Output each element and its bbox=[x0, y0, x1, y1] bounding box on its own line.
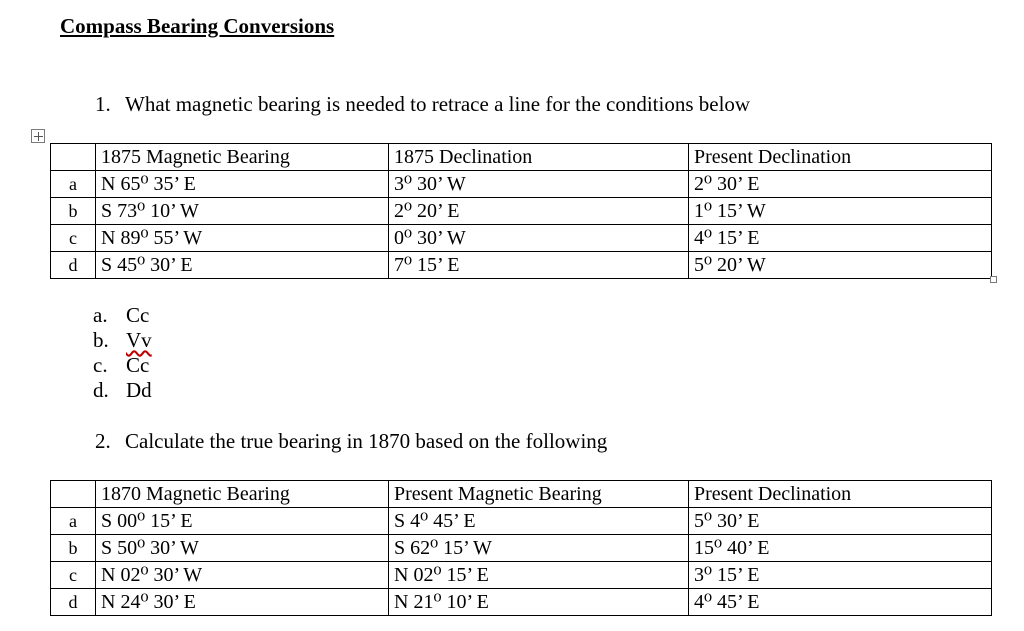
table-2-header[interactable]: Present Magnetic Bearing bbox=[389, 481, 689, 508]
present-declination-cell[interactable]: 5⁰ 20’ W bbox=[689, 252, 992, 279]
magnetic-bearing-cell[interactable]: S 73⁰ 10’ W bbox=[96, 198, 389, 225]
present-magnetic-bearing-cell[interactable]: N 21⁰ 10’ E bbox=[389, 589, 689, 616]
list-item bbox=[93, 378, 152, 403]
answer-list bbox=[93, 303, 152, 403]
document-title: Compass Bearing Conversions bbox=[60, 14, 335, 38]
question-1 bbox=[95, 92, 750, 117]
table-1-corner-cell[interactable] bbox=[51, 144, 96, 171]
question-2-number: 2. bbox=[95, 429, 111, 453]
present-declination-cell[interactable]: 5⁰ 30’ E bbox=[689, 508, 992, 535]
answer-value[interactable]: Vv bbox=[126, 328, 152, 352]
table-2 bbox=[50, 480, 992, 616]
question-2-text: Calculate the true bearing in 1870 based on the following bbox=[125, 429, 608, 453]
table-row bbox=[51, 562, 992, 589]
answer-value[interactable]: Cc bbox=[126, 353, 150, 377]
table-2-corner-cell[interactable] bbox=[51, 481, 96, 508]
table-row bbox=[51, 589, 992, 616]
declination-cell[interactable]: 0⁰ 30’ W bbox=[389, 225, 689, 252]
present-magnetic-bearing-cell[interactable]: S 4⁰ 45’ E bbox=[389, 508, 689, 535]
table-2-header[interactable]: 1870 Magnetic Bearing bbox=[96, 481, 389, 508]
table-1 bbox=[50, 143, 992, 279]
magnetic-bearing-cell[interactable]: S 45⁰ 30’ E bbox=[96, 252, 389, 279]
table-row bbox=[51, 198, 992, 225]
answer-label: c. bbox=[93, 353, 108, 377]
list-item bbox=[93, 328, 152, 353]
answer-label: a. bbox=[93, 303, 108, 327]
table-row bbox=[51, 171, 992, 198]
declination-cell[interactable]: 2⁰ 20’ E bbox=[389, 198, 689, 225]
table-row bbox=[51, 535, 992, 562]
magnetic-bearing-cell[interactable]: N 02⁰ 30’ W bbox=[96, 562, 389, 589]
magnetic-bearing-cell[interactable]: N 89⁰ 55’ W bbox=[96, 225, 389, 252]
answer-label: b. bbox=[93, 328, 109, 352]
question-1-text: What magnetic bearing is needed to retrace a line for the conditions below bbox=[125, 92, 751, 116]
answer-label: d. bbox=[93, 378, 109, 402]
row-letter[interactable]: c bbox=[51, 562, 96, 589]
magnetic-bearing-cell[interactable]: N 24⁰ 30’ E bbox=[96, 589, 389, 616]
row-letter[interactable]: d bbox=[51, 252, 96, 279]
present-declination-cell[interactable]: 15⁰ 40’ E bbox=[689, 535, 992, 562]
question-1-number: 1. bbox=[95, 92, 111, 116]
row-letter[interactable]: b bbox=[51, 198, 96, 225]
table-2-header-row bbox=[51, 481, 992, 508]
row-letter[interactable]: d bbox=[51, 589, 96, 616]
row-letter[interactable]: b bbox=[51, 535, 96, 562]
present-declination-cell[interactable]: 4⁰ 45’ E bbox=[689, 589, 992, 616]
row-letter[interactable]: a bbox=[51, 171, 96, 198]
present-magnetic-bearing-cell[interactable]: N 02⁰ 15’ E bbox=[389, 562, 689, 589]
table-1-header[interactable]: 1875 Declination bbox=[389, 144, 689, 171]
row-letter[interactable]: c bbox=[51, 225, 96, 252]
table-row bbox=[51, 225, 992, 252]
table-1-header[interactable]: 1875 Magnetic Bearing bbox=[96, 144, 389, 171]
table-row bbox=[51, 252, 992, 279]
present-declination-cell[interactable]: 2⁰ 30’ E bbox=[689, 171, 992, 198]
table-2-header[interactable]: Present Declination bbox=[689, 481, 992, 508]
present-declination-cell[interactable]: 3⁰ 15’ E bbox=[689, 562, 992, 589]
list-item bbox=[93, 303, 152, 328]
answer-value[interactable]: Dd bbox=[126, 378, 152, 402]
question-2 bbox=[95, 429, 607, 454]
magnetic-bearing-cell[interactable]: S 50⁰ 30’ W bbox=[96, 535, 389, 562]
declination-cell[interactable]: 7⁰ 15’ E bbox=[389, 252, 689, 279]
present-declination-cell[interactable]: 4⁰ 15’ E bbox=[689, 225, 992, 252]
table-move-handle-icon[interactable] bbox=[31, 129, 45, 143]
magnetic-bearing-cell[interactable]: S 00⁰ 15’ E bbox=[96, 508, 389, 535]
answer-value[interactable]: Cc bbox=[126, 303, 150, 327]
present-declination-cell[interactable]: 1⁰ 15’ W bbox=[689, 198, 992, 225]
table-1-header-row bbox=[51, 144, 992, 171]
magnetic-bearing-cell[interactable]: N 65⁰ 35’ E bbox=[96, 171, 389, 198]
row-letter[interactable]: a bbox=[51, 508, 96, 535]
table-1-header[interactable]: Present Declination bbox=[689, 144, 992, 171]
table-resize-handle[interactable] bbox=[990, 276, 997, 283]
list-item bbox=[93, 353, 152, 378]
table-row bbox=[51, 508, 992, 535]
declination-cell[interactable]: 3⁰ 30’ W bbox=[389, 171, 689, 198]
present-magnetic-bearing-cell[interactable]: S 62⁰ 15’ W bbox=[389, 535, 689, 562]
